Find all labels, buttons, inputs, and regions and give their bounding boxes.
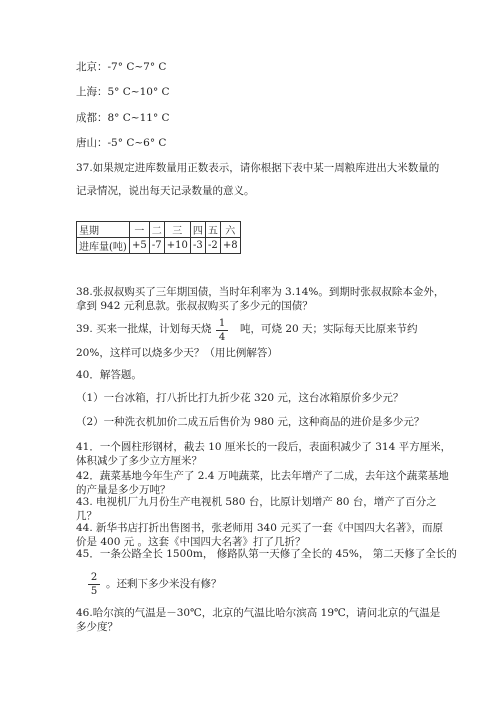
- table-row: [77, 222, 241, 238]
- q40-part2: （2）一种洗衣机加价二成五后售价为 980 元，这种商品的进价是多少元？: [76, 416, 425, 428]
- table-cell: 三: [164, 222, 190, 238]
- q37-line1: 37.如果规定进库数量用正数表示，请你根据下表中某一周粮库进出大米数量的: [76, 162, 440, 174]
- q37-line2: 记录情况，说出每天记录数量的意义。: [76, 185, 255, 197]
- temp-range: -5° C~6° C: [107, 137, 167, 149]
- table-cell: 六: [220, 222, 240, 238]
- q42-line2: 的产量是多少万吨？: [76, 484, 171, 496]
- q41-line1: 41．一个圆柱形钢材，截去 10 厘米长的一段后，表面积减少了 314 平方厘米，: [76, 441, 452, 453]
- temp-line-shanghai: [76, 85, 170, 99]
- city-label: 成都：: [76, 112, 108, 124]
- q45-line2: 。还剩下多少米没有修？: [106, 578, 222, 590]
- row-header-weekday: 星期: [77, 222, 130, 238]
- city-label: 北京：: [76, 61, 108, 73]
- q42-line1: 42．蔬菜基地今年生产了 2.4 万吨蔬菜，比去年增产了二成，去年这个蔬菜基地: [76, 470, 449, 482]
- q39-fraction: [216, 318, 228, 343]
- table-cell: 一: [130, 222, 150, 238]
- q44-line2: 价是 400 元 。这套《中国四大名著》打了几折？: [76, 536, 306, 548]
- table-cell: -2: [205, 238, 220, 254]
- q41-line2: 体积减少了多少立方厘米？: [76, 455, 202, 467]
- q46-line2: 多少度？: [76, 621, 118, 633]
- table-cell: +8: [220, 238, 240, 254]
- q38-line2: 拿到 942 元利息款。张叔叔购买了多少元的国债？: [76, 300, 313, 312]
- temp-line-chengdu: [76, 111, 170, 125]
- q38-line1: 38.张叔叔购买了三年期国债，当时年利率为 3.14%。到期时张叔叔除本金外，: [76, 286, 445, 298]
- temp-line-tangshan: [76, 136, 166, 150]
- fraction-denominator: 5: [90, 586, 98, 597]
- q43-line1: 43. 电视机厂九月份生产电视机 580 台，比原计划增产 80 台，增产了百分之: [76, 496, 437, 508]
- q44-line1: 44. 新华书店打折出售图书，张老师用 340 元买了一套《中国四大名著》，而原: [76, 522, 444, 534]
- fraction-numerator: 1: [218, 318, 226, 329]
- table-cell: +10: [164, 238, 190, 254]
- city-label: 上海：: [76, 86, 108, 98]
- temp-range: 8° C~11° C: [107, 112, 170, 124]
- q39-line2: 20%，这样可以烧多少天？（用比例解答）: [76, 347, 278, 359]
- table-cell: -7: [149, 238, 164, 254]
- q39-after: 吨，可烧 20 天；实际每天比原来节约: [240, 323, 418, 335]
- q43-line2: 几？: [76, 510, 97, 522]
- q39-before: 39. 买来一批煤，计划每天烧: [76, 323, 212, 335]
- table-cell: 四: [190, 222, 205, 238]
- q40-title: 40．解答题。: [76, 369, 142, 381]
- row-header-amount: 进库量(吨): [77, 238, 130, 254]
- fraction-bar: [216, 330, 228, 331]
- table-cell: 五: [205, 222, 220, 238]
- table-cell: +5: [130, 238, 150, 254]
- temp-range: 5° C~10° C: [107, 86, 170, 98]
- fraction-denominator: 4: [218, 332, 226, 343]
- table-cell: -3: [190, 238, 205, 254]
- temp-line-beijing: [76, 60, 166, 74]
- q45-fraction: [88, 572, 100, 597]
- grain-table: [76, 221, 241, 254]
- temp-range: -7° C~7° C: [107, 61, 167, 73]
- table-cell: 二: [149, 222, 164, 238]
- city-label: 唐山：: [76, 137, 108, 149]
- fraction-numerator: 2: [90, 572, 98, 583]
- q45-line1: 45．一条公路全长 1500m， 修路队第一天修了全长的 45%， 第二天修了全长的: [76, 548, 457, 560]
- fraction-bar: [88, 584, 100, 585]
- table-row: [77, 238, 241, 254]
- q46-line1: 46.哈尔滨的气温是－30℃，北京的气温比哈尔滨高 19℃，请问北京的气温是: [76, 607, 441, 619]
- q40-part1: （1）一台冰箱，打八折比打九折少花 320 元，这台冰箱原价多少元？: [76, 392, 404, 404]
